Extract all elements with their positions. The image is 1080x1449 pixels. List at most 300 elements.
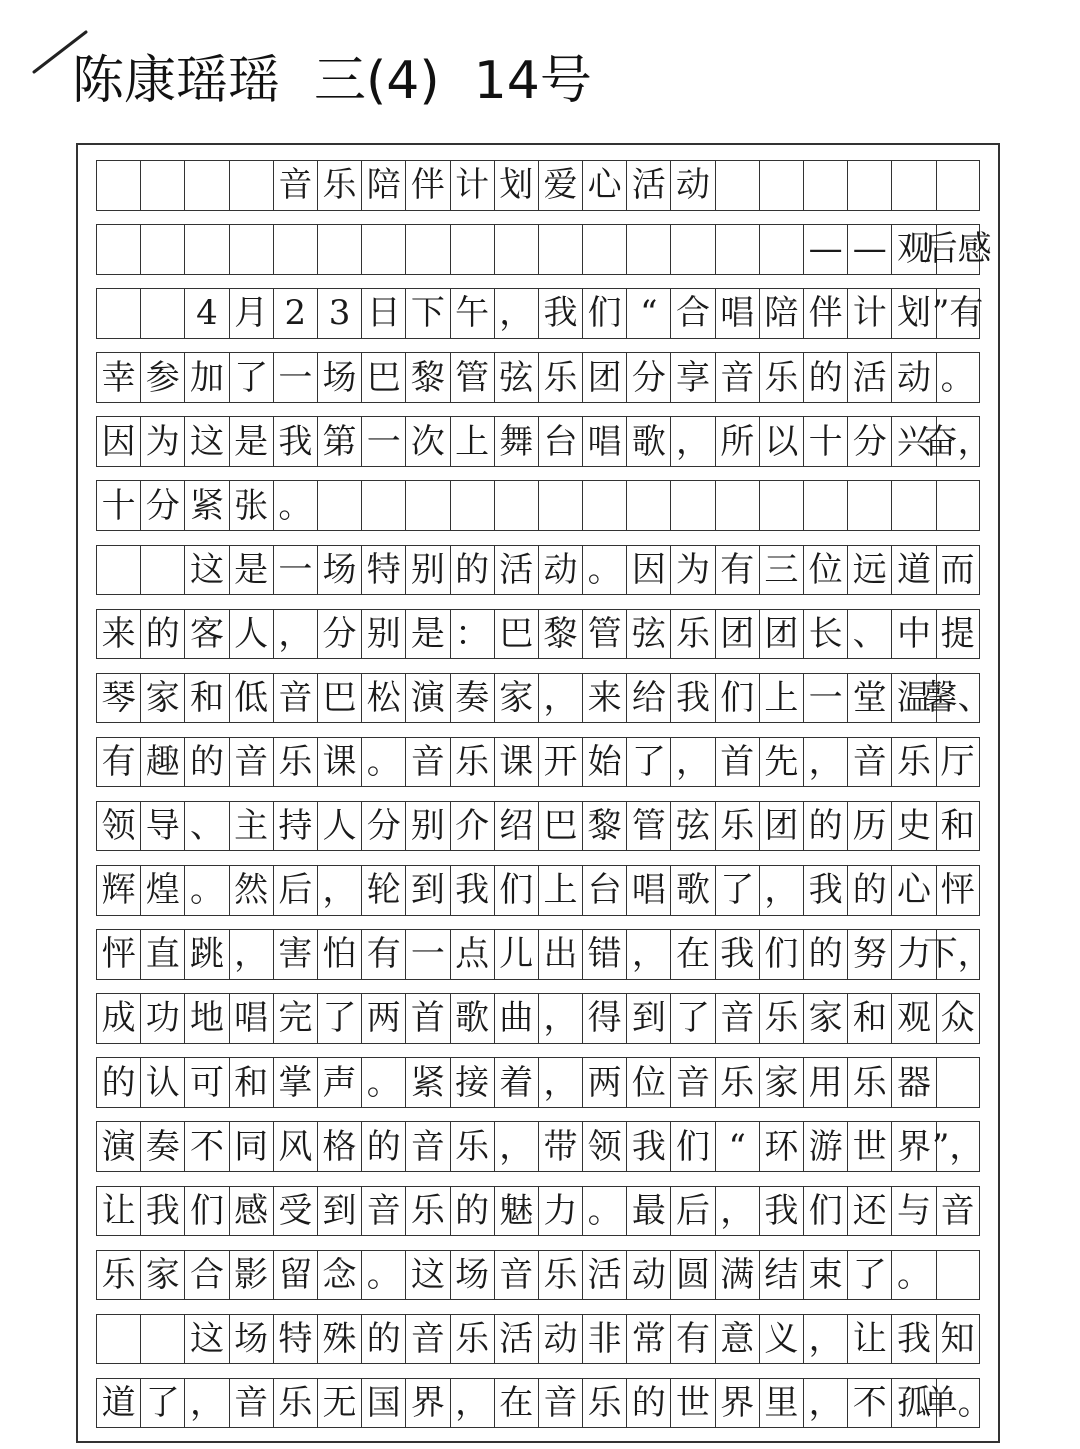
grid-cell	[273, 225, 317, 274]
essay-line	[96, 609, 980, 660]
essay-line	[96, 673, 992, 724]
grid-cell: 这	[184, 546, 228, 595]
grid-cell: 众	[936, 994, 980, 1043]
grid-cell: ：	[450, 610, 494, 659]
essay-line	[96, 545, 980, 596]
grid-cell: 界	[891, 1122, 935, 1171]
grid-cell: 2	[273, 289, 317, 338]
grid-cell	[891, 161, 935, 210]
grid-cell: 一	[803, 674, 847, 723]
grid-cell: 主	[229, 802, 273, 851]
grid-cell: 导	[140, 802, 184, 851]
grid-cell	[96, 546, 140, 595]
grid-cell: 黎	[538, 610, 582, 659]
grid-cell: 来	[96, 610, 140, 659]
grid-cell	[140, 1315, 184, 1364]
grid-cell: 游	[803, 1122, 847, 1171]
grid-cell: 唱	[715, 289, 759, 338]
grid-cell: 活	[494, 546, 538, 595]
grid-cell: 的	[803, 353, 847, 402]
grid-cell	[759, 161, 803, 210]
grid-cell: 让	[847, 1315, 891, 1364]
grid-cell	[450, 481, 494, 530]
grid-cell: 领	[96, 802, 140, 851]
essay-line	[96, 1121, 984, 1172]
grid-cell	[538, 481, 582, 530]
grid-cell: 乐	[715, 1058, 759, 1107]
grid-cell: 为	[140, 417, 184, 466]
grid-cell	[936, 1058, 980, 1107]
grid-cell: 历	[847, 802, 891, 851]
grid-cell	[96, 161, 140, 210]
grid-cell: 爱	[538, 161, 582, 210]
grid-cell: 里	[759, 1379, 803, 1428]
grid-cell	[936, 481, 980, 530]
grid-cell: 音	[405, 1315, 449, 1364]
grid-cell: 了	[140, 1379, 184, 1428]
essay-line	[96, 416, 992, 467]
grid-cell: 趣	[140, 738, 184, 787]
grid-cell: 兴	[891, 417, 935, 466]
grid-cell: 的	[140, 610, 184, 659]
grid-cell: 。	[891, 1251, 935, 1300]
grid-cell: 的	[803, 930, 847, 979]
grid-cell: 我	[273, 417, 317, 466]
grid-cell	[715, 161, 759, 210]
grid-cell: 乐	[450, 738, 494, 787]
grid-cell: 我	[140, 1187, 184, 1236]
grid-cell: 掌	[273, 1058, 317, 1107]
grid-cell: 黎	[582, 802, 626, 851]
grid-cell: 动	[538, 546, 582, 595]
grid-cell: 台	[538, 417, 582, 466]
essay-line	[96, 1057, 980, 1108]
grid-cell: 活	[626, 161, 670, 210]
essay-line	[96, 1378, 992, 1429]
grid-cell: 我	[803, 866, 847, 915]
grid-cell: 4	[184, 289, 228, 338]
grid-cell	[670, 481, 714, 530]
grid-cell: 孤	[891, 1379, 935, 1428]
grid-cell: 而	[936, 546, 980, 595]
grid-cell: 别	[361, 610, 405, 659]
grid-cell: 有	[361, 930, 405, 979]
grid-cell: 两	[361, 994, 405, 1043]
grid-cell: 伴	[405, 161, 449, 210]
grid-cell: 的	[184, 738, 228, 787]
grid-cell: 最	[626, 1187, 670, 1236]
grid-cell: 着	[494, 1058, 538, 1107]
grid-cell: 同	[229, 1122, 273, 1171]
grid-cell	[405, 225, 449, 274]
grid-cell: 后感	[936, 225, 980, 274]
grid-cell: 歌	[670, 866, 714, 915]
grid-cell: 持	[273, 802, 317, 851]
grid-cell: 乐	[670, 610, 714, 659]
grid-cell	[184, 161, 228, 210]
grid-cell: 意	[715, 1315, 759, 1364]
grid-cell: 。	[582, 546, 626, 595]
grid-cell: 了	[626, 738, 670, 787]
grid-cell: 。	[936, 353, 980, 402]
grid-cell: 十	[96, 481, 140, 530]
grid-cell: 管	[626, 802, 670, 851]
grid-cell	[582, 225, 626, 274]
grid-cell: ，	[494, 289, 538, 338]
grid-cell: 影	[229, 1251, 273, 1300]
grid-cell: 义	[759, 1315, 803, 1364]
grid-cell: 巴	[361, 353, 405, 402]
essay-line	[96, 1250, 980, 1301]
grid-cell	[670, 225, 714, 274]
grid-cell: 乐	[450, 1315, 494, 1364]
grid-cell: 所	[715, 417, 759, 466]
grid-cell: 日	[361, 289, 405, 338]
grid-cell: 动	[670, 161, 714, 210]
grid-cell: 然	[229, 866, 273, 915]
grid-cell: 的	[361, 1122, 405, 1171]
grid-cell	[759, 225, 803, 274]
grid-cell: 家	[803, 994, 847, 1043]
grid-cell: 出	[538, 930, 582, 979]
grid-cell: 动	[538, 1315, 582, 1364]
grid-cell: 管	[582, 610, 626, 659]
student-number: 14号	[473, 50, 592, 111]
grid-cell: 界	[715, 1379, 759, 1428]
grid-cell: 后	[670, 1187, 714, 1236]
grid-cell: ，	[229, 930, 273, 979]
grid-cell: 划	[494, 161, 538, 210]
grid-cell: 和	[229, 1058, 273, 1107]
grid-cell: 活	[582, 1251, 626, 1300]
grid-cell: ，	[494, 1122, 538, 1171]
grid-cell: 了	[670, 994, 714, 1043]
grid-cell	[96, 225, 140, 274]
grid-cell: 因	[626, 546, 670, 595]
grid-cell: 儿	[494, 930, 538, 979]
grid-cell	[229, 161, 273, 210]
grid-cell: 分	[847, 417, 891, 466]
grid-cell: 巴	[317, 674, 361, 723]
grid-cell: 一	[273, 353, 317, 402]
grid-cell: 弦	[626, 610, 670, 659]
grid-cell: 接	[450, 1058, 494, 1107]
grid-cell: 魅	[494, 1187, 538, 1236]
grid-cell: 歌	[450, 994, 494, 1043]
grid-cell: ，	[450, 1379, 494, 1428]
grid-cell	[450, 225, 494, 274]
grid-cell: 加	[184, 353, 228, 402]
grid-cell: 参	[140, 353, 184, 402]
grid-cell: 努	[847, 930, 891, 979]
grid-cell: ，	[759, 866, 803, 915]
grid-cell: 轮	[361, 866, 405, 915]
grid-cell: 一	[273, 546, 317, 595]
grid-cell: 常	[626, 1315, 670, 1364]
grid-cell: 到	[317, 1187, 361, 1236]
grid-cell: 观	[891, 225, 935, 274]
grid-cell	[936, 161, 980, 210]
grid-cell: 特	[273, 1315, 317, 1364]
grid-cell: 格	[317, 1122, 361, 1171]
grid-cell: 世	[847, 1122, 891, 1171]
grid-cell: 心	[891, 866, 935, 915]
grid-cell: 音	[936, 1187, 980, 1236]
grid-cell: 殊	[317, 1315, 361, 1364]
grid-cell: 力	[538, 1187, 582, 1236]
grid-cell: 陪	[361, 161, 405, 210]
grid-cell: 场	[317, 353, 361, 402]
grid-cell: 唱	[626, 866, 670, 915]
grid-cell: 计	[450, 161, 494, 210]
student-class: 三(4)	[314, 50, 440, 111]
grid-cell: 乐	[273, 1379, 317, 1428]
grid-cell: 这	[405, 1251, 449, 1300]
grid-cell	[582, 481, 626, 530]
grid-cell: 音	[229, 738, 273, 787]
grid-cell: 器	[891, 1058, 935, 1107]
grid-cell: 这	[184, 417, 228, 466]
grid-cell: 午	[450, 289, 494, 338]
grid-cell: 活	[847, 353, 891, 402]
grid-cell: 课	[317, 738, 361, 787]
grid-cell: 乐	[847, 1058, 891, 1107]
grid-cell: 乐	[582, 1379, 626, 1428]
grid-cell: 是	[229, 546, 273, 595]
grid-cell	[361, 481, 405, 530]
grid-cell	[184, 225, 228, 274]
grid-cell: ，	[803, 1379, 847, 1428]
grid-cell	[759, 481, 803, 530]
grid-cell	[803, 161, 847, 210]
grid-cell: 分	[317, 610, 361, 659]
grid-cell: 国	[361, 1379, 405, 1428]
grid-cell: ，	[803, 738, 847, 787]
grid-cell: 以	[759, 417, 803, 466]
grid-cell: 的	[450, 546, 494, 595]
grid-cell	[626, 481, 670, 530]
grid-cell: ，	[670, 417, 714, 466]
grid-cell: 直	[140, 930, 184, 979]
grid-cell: —	[803, 225, 847, 274]
grid-cell: 绍	[494, 802, 538, 851]
grid-cell: 们	[803, 1187, 847, 1236]
grid-cell: 不	[847, 1379, 891, 1428]
grid-cell: 提	[936, 610, 980, 659]
grid-cell: —	[847, 225, 891, 274]
grid-cell: 幸	[96, 353, 140, 402]
essay-line	[96, 288, 984, 339]
grid-cell: 。	[273, 481, 317, 530]
grid-cell: 得	[582, 994, 626, 1043]
grid-cell: 认	[140, 1058, 184, 1107]
grid-cell: ”，	[936, 1122, 980, 1171]
grid-cell: 成	[96, 994, 140, 1043]
grid-cell: 管	[450, 353, 494, 402]
grid-cell	[936, 1251, 980, 1300]
grid-cell: 煌	[140, 866, 184, 915]
grid-cell: 乐	[715, 802, 759, 851]
grid-cell: 了	[229, 353, 273, 402]
grid-cell: 来	[582, 674, 626, 723]
essay-line	[96, 993, 980, 1044]
grid-cell: ，	[538, 674, 582, 723]
grid-cell: 在	[494, 1379, 538, 1428]
grid-cell: 留	[273, 1251, 317, 1300]
grid-cell: 演	[96, 1122, 140, 1171]
grid-cell: 满	[715, 1251, 759, 1300]
grid-cell: 单。	[936, 1379, 980, 1428]
grid-cell: 怕	[317, 930, 361, 979]
grid-cell: 伴	[803, 289, 847, 338]
grid-cell: 馨、	[936, 674, 980, 723]
grid-cell: 乐	[317, 161, 361, 210]
grid-cell: 观	[891, 994, 935, 1043]
grid-cell: 特	[361, 546, 405, 595]
grid-cell	[847, 161, 891, 210]
grid-cell: 乐	[538, 1251, 582, 1300]
grid-cell: 我	[891, 1315, 935, 1364]
essay-line	[96, 160, 980, 211]
grid-cell	[96, 289, 140, 338]
grid-cell: ，	[715, 1187, 759, 1236]
grid-cell: 动	[626, 1251, 670, 1300]
grid-cell: 我	[450, 866, 494, 915]
grid-cell: 后	[273, 866, 317, 915]
grid-cell: 我	[715, 930, 759, 979]
grid-cell: 领	[582, 1122, 626, 1171]
grid-cell: 人	[317, 802, 361, 851]
grid-cell: 受	[273, 1187, 317, 1236]
grid-cell: 界	[405, 1379, 449, 1428]
grid-cell: 我	[538, 289, 582, 338]
grid-cell: 有	[96, 738, 140, 787]
grid-cell	[803, 481, 847, 530]
grid-cell: 别	[405, 802, 449, 851]
grid-cell: 束	[803, 1251, 847, 1300]
essay-line	[96, 1314, 980, 1365]
grid-cell: 开	[538, 738, 582, 787]
grid-cell	[317, 225, 361, 274]
grid-cell: ，	[626, 930, 670, 979]
grid-cell	[891, 481, 935, 530]
grid-cell: 功	[140, 994, 184, 1043]
grid-cell: 害	[273, 930, 317, 979]
grid-cell: 。	[361, 1058, 405, 1107]
grid-cell: 奏	[450, 674, 494, 723]
essay-line	[96, 929, 992, 980]
grid-cell: 课	[494, 738, 538, 787]
grid-cell: 音	[847, 738, 891, 787]
grid-cell: 介	[450, 802, 494, 851]
grid-cell: 音	[405, 1122, 449, 1171]
grid-cell: “	[626, 289, 670, 338]
grid-cell: 陪	[759, 289, 803, 338]
grid-cell: 音	[361, 1187, 405, 1236]
grid-cell: 团	[759, 802, 803, 851]
grid-cell: 的	[450, 1187, 494, 1236]
grid-cell: 的	[361, 1315, 405, 1364]
grid-cell: 弦	[670, 802, 714, 851]
grid-cell: 怦	[96, 930, 140, 979]
grid-cell	[140, 289, 184, 338]
grid-cell: 我	[626, 1122, 670, 1171]
grid-cell: 乐	[759, 994, 803, 1043]
grid-cell: 享	[670, 353, 714, 402]
grid-cell	[140, 546, 184, 595]
grid-cell: 世	[670, 1379, 714, 1428]
grid-cell: 奋，	[936, 417, 980, 466]
grid-cell: 因	[96, 417, 140, 466]
grid-cell	[96, 1315, 140, 1364]
grid-cell: 上	[759, 674, 803, 723]
grid-cell: 心	[582, 161, 626, 210]
grid-cell: 活	[494, 1315, 538, 1364]
grid-cell	[626, 225, 670, 274]
grid-cell: ，	[803, 1315, 847, 1364]
grid-cell: 首	[405, 994, 449, 1043]
grid-cell: 了	[847, 1251, 891, 1300]
grid-cell	[229, 225, 273, 274]
grid-cell: 家	[140, 674, 184, 723]
grid-cell: 跳	[184, 930, 228, 979]
grid-cell: ”有	[936, 289, 980, 338]
grid-cell: 带	[538, 1122, 582, 1171]
grid-cell	[715, 481, 759, 530]
grid-cell: 点	[450, 930, 494, 979]
grid-cell: 3	[317, 289, 361, 338]
grid-cell: 。	[361, 738, 405, 787]
grid-cell: 位	[803, 546, 847, 595]
grid-cell: 首	[715, 738, 759, 787]
grid-cell: 计	[847, 289, 891, 338]
grid-cell: 十	[803, 417, 847, 466]
grid-cell: 可	[184, 1058, 228, 1107]
grid-cell: 的	[96, 1058, 140, 1107]
grid-cell: 上	[538, 866, 582, 915]
grid-cell: 远	[847, 546, 891, 595]
grid-cell	[494, 481, 538, 530]
grid-cell: 力	[891, 930, 935, 979]
grid-cell: 感	[229, 1187, 273, 1236]
grid-cell: 奏	[140, 1122, 184, 1171]
grid-cell: 两	[582, 1058, 626, 1107]
grid-cell: 松	[361, 674, 405, 723]
student-header	[28, 30, 592, 120]
grid-cell: 。	[361, 1251, 405, 1300]
essay-line	[96, 801, 980, 852]
grid-cell: 始	[582, 738, 626, 787]
grid-cell: 上	[450, 417, 494, 466]
grid-cell: 乐	[273, 738, 317, 787]
grid-cell: 。	[582, 1187, 626, 1236]
grid-cell	[140, 225, 184, 274]
grid-cell: 用	[803, 1058, 847, 1107]
grid-cell: ，	[273, 610, 317, 659]
grid-cell: 与	[891, 1187, 935, 1236]
grid-cell: 们	[184, 1187, 228, 1236]
grid-cell: 音	[715, 353, 759, 402]
grid-cell: 和	[184, 674, 228, 723]
grid-cell: 划	[891, 289, 935, 338]
grid-cell: 们	[759, 930, 803, 979]
grid-cell: 舞	[494, 417, 538, 466]
grid-cell: 中	[891, 610, 935, 659]
grid-cell: 乐	[759, 353, 803, 402]
grid-cell	[715, 225, 759, 274]
grid-cell: 场	[229, 1315, 273, 1364]
grid-cell: 不	[184, 1122, 228, 1171]
